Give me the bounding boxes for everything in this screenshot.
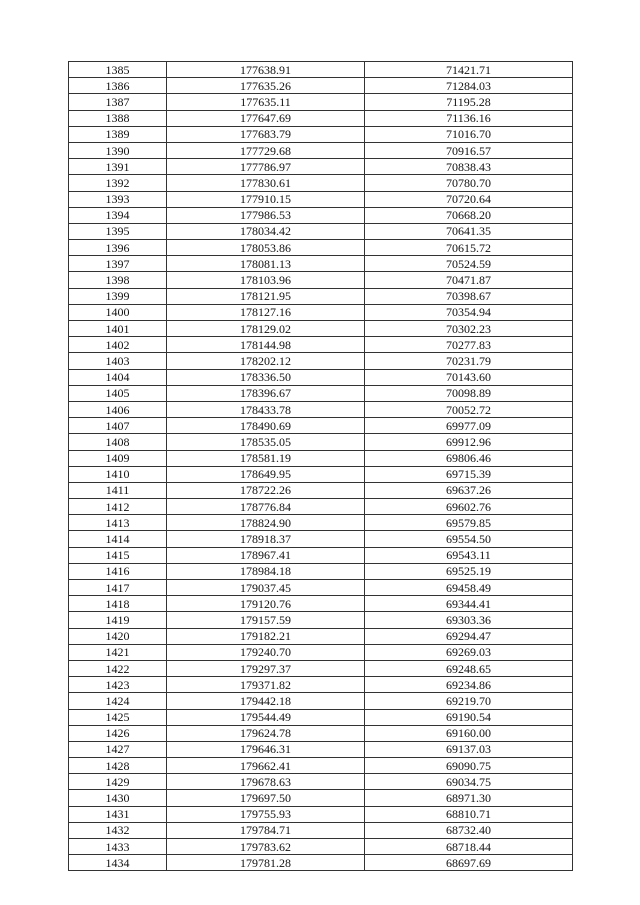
y-coordinate-cell: 69543.11 [365, 547, 573, 563]
x-coordinate-cell: 179624.78 [167, 725, 365, 741]
x-coordinate-cell: 178967.41 [167, 547, 365, 563]
table-row [69, 369, 573, 385]
table-row [69, 304, 573, 320]
y-coordinate-cell: 69579.85 [365, 515, 573, 531]
x-coordinate-cell: 178581.19 [167, 450, 365, 466]
point-number-cell: 1392 [69, 175, 167, 191]
point-number-cell: 1421 [69, 644, 167, 660]
table-row [69, 207, 573, 223]
y-coordinate-cell: 70354.94 [365, 304, 573, 320]
table-row [69, 677, 573, 693]
y-coordinate-cell: 70720.64 [365, 191, 573, 207]
x-coordinate-cell: 179662.41 [167, 758, 365, 774]
y-coordinate-cell: 68697.69 [365, 855, 573, 871]
point-number-cell: 1393 [69, 191, 167, 207]
table-row [69, 256, 573, 272]
x-coordinate-cell: 179037.45 [167, 580, 365, 596]
table-row [69, 725, 573, 741]
x-coordinate-cell: 177635.26 [167, 78, 365, 94]
table-row [69, 580, 573, 596]
point-number-cell: 1405 [69, 385, 167, 401]
table-row [69, 240, 573, 256]
x-coordinate-cell: 178081.13 [167, 256, 365, 272]
table-row [69, 126, 573, 142]
table-row [69, 401, 573, 417]
x-coordinate-cell: 178535.05 [167, 434, 365, 450]
table-row [69, 272, 573, 288]
y-coordinate-cell: 68732.40 [365, 822, 573, 838]
point-number-cell: 1428 [69, 758, 167, 774]
point-number-cell: 1432 [69, 822, 167, 838]
y-coordinate-cell: 69806.46 [365, 450, 573, 466]
x-coordinate-cell: 178127.16 [167, 304, 365, 320]
table-row [69, 434, 573, 450]
table-row [69, 693, 573, 709]
table-row [69, 628, 573, 644]
table-row [69, 385, 573, 401]
point-number-cell: 1386 [69, 78, 167, 94]
y-coordinate-cell: 70098.89 [365, 385, 573, 401]
y-coordinate-cell: 70524.59 [365, 256, 573, 272]
table-row [69, 531, 573, 547]
x-coordinate-cell: 178433.78 [167, 401, 365, 417]
coordinate-table-body [69, 62, 573, 871]
table-row [69, 110, 573, 126]
table-row [69, 499, 573, 515]
point-number-cell: 1427 [69, 741, 167, 757]
table-row [69, 94, 573, 110]
point-number-cell: 1396 [69, 240, 167, 256]
x-coordinate-cell: 177986.53 [167, 207, 365, 223]
x-coordinate-cell: 179240.70 [167, 644, 365, 660]
x-coordinate-cell: 179157.59 [167, 612, 365, 628]
x-coordinate-cell: 179646.31 [167, 741, 365, 757]
x-coordinate-cell: 179697.50 [167, 790, 365, 806]
point-number-cell: 1412 [69, 499, 167, 515]
point-number-cell: 1391 [69, 159, 167, 175]
x-coordinate-cell: 178918.37 [167, 531, 365, 547]
point-number-cell: 1404 [69, 369, 167, 385]
y-coordinate-cell: 69303.36 [365, 612, 573, 628]
y-coordinate-cell: 70641.35 [365, 223, 573, 239]
table-row [69, 515, 573, 531]
point-number-cell: 1418 [69, 596, 167, 612]
y-coordinate-cell: 69090.75 [365, 758, 573, 774]
x-coordinate-cell: 178396.67 [167, 385, 365, 401]
table-row [69, 223, 573, 239]
y-coordinate-cell: 69637.26 [365, 482, 573, 498]
point-number-cell: 1399 [69, 288, 167, 304]
x-coordinate-cell: 178144.98 [167, 337, 365, 353]
x-coordinate-cell: 177683.79 [167, 126, 365, 142]
x-coordinate-cell: 179371.82 [167, 677, 365, 693]
y-coordinate-cell: 69034.75 [365, 774, 573, 790]
point-number-cell: 1434 [69, 855, 167, 871]
point-number-cell: 1422 [69, 660, 167, 676]
coordinate-table [68, 61, 573, 871]
y-coordinate-cell: 70277.83 [365, 337, 573, 353]
point-number-cell: 1402 [69, 337, 167, 353]
y-coordinate-cell: 69554.50 [365, 531, 573, 547]
point-number-cell: 1388 [69, 110, 167, 126]
x-coordinate-cell: 178490.69 [167, 418, 365, 434]
y-coordinate-cell: 69269.03 [365, 644, 573, 660]
table-row [69, 774, 573, 790]
table-row [69, 758, 573, 774]
y-coordinate-cell: 69602.76 [365, 499, 573, 515]
y-coordinate-cell: 68718.44 [365, 839, 573, 855]
x-coordinate-cell: 177729.68 [167, 142, 365, 158]
x-coordinate-cell: 178336.50 [167, 369, 365, 385]
x-coordinate-cell: 178053.86 [167, 240, 365, 256]
table-row [69, 741, 573, 757]
table-row [69, 191, 573, 207]
point-number-cell: 1429 [69, 774, 167, 790]
table-row [69, 644, 573, 660]
table-row [69, 175, 573, 191]
x-coordinate-cell: 178776.84 [167, 499, 365, 515]
y-coordinate-cell: 69234.86 [365, 677, 573, 693]
table-row [69, 839, 573, 855]
y-coordinate-cell: 70916.57 [365, 142, 573, 158]
point-number-cell: 1413 [69, 515, 167, 531]
table-row [69, 547, 573, 563]
point-number-cell: 1408 [69, 434, 167, 450]
y-coordinate-cell: 71195.28 [365, 94, 573, 110]
point-number-cell: 1397 [69, 256, 167, 272]
point-number-cell: 1406 [69, 401, 167, 417]
x-coordinate-cell: 178984.18 [167, 563, 365, 579]
point-number-cell: 1415 [69, 547, 167, 563]
table-row [69, 288, 573, 304]
x-coordinate-cell: 179783.62 [167, 839, 365, 855]
point-number-cell: 1417 [69, 580, 167, 596]
y-coordinate-cell: 70668.20 [365, 207, 573, 223]
point-number-cell: 1394 [69, 207, 167, 223]
y-coordinate-cell: 69137.03 [365, 741, 573, 757]
point-number-cell: 1423 [69, 677, 167, 693]
point-number-cell: 1426 [69, 725, 167, 741]
y-coordinate-cell: 69458.49 [365, 580, 573, 596]
x-coordinate-cell: 177635.11 [167, 94, 365, 110]
x-coordinate-cell: 179544.49 [167, 709, 365, 725]
point-number-cell: 1407 [69, 418, 167, 434]
point-number-cell: 1419 [69, 612, 167, 628]
y-coordinate-cell: 70302.23 [365, 321, 573, 337]
point-number-cell: 1390 [69, 142, 167, 158]
y-coordinate-cell: 69219.70 [365, 693, 573, 709]
table-row [69, 159, 573, 175]
x-coordinate-cell: 177647.69 [167, 110, 365, 126]
point-number-cell: 1389 [69, 126, 167, 142]
y-coordinate-cell: 70143.60 [365, 369, 573, 385]
x-coordinate-cell: 179784.71 [167, 822, 365, 838]
point-number-cell: 1416 [69, 563, 167, 579]
y-coordinate-cell: 69160.00 [365, 725, 573, 741]
x-coordinate-cell: 177830.61 [167, 175, 365, 191]
x-coordinate-cell: 178121.95 [167, 288, 365, 304]
table-row [69, 660, 573, 676]
table-row [69, 855, 573, 871]
point-number-cell: 1410 [69, 466, 167, 482]
point-number-cell: 1411 [69, 482, 167, 498]
point-number-cell: 1400 [69, 304, 167, 320]
x-coordinate-cell: 177910.15 [167, 191, 365, 207]
x-coordinate-cell: 178649.95 [167, 466, 365, 482]
y-coordinate-cell: 69248.65 [365, 660, 573, 676]
y-coordinate-cell: 70780.70 [365, 175, 573, 191]
point-number-cell: 1424 [69, 693, 167, 709]
x-coordinate-cell: 177786.97 [167, 159, 365, 175]
y-coordinate-cell: 71136.16 [365, 110, 573, 126]
table-row [69, 353, 573, 369]
point-number-cell: 1403 [69, 353, 167, 369]
x-coordinate-cell: 178202.12 [167, 353, 365, 369]
y-coordinate-cell: 70471.87 [365, 272, 573, 288]
table-row [69, 790, 573, 806]
table-row [69, 418, 573, 434]
y-coordinate-cell: 69525.19 [365, 563, 573, 579]
y-coordinate-cell: 70838.43 [365, 159, 573, 175]
point-number-cell: 1433 [69, 839, 167, 855]
point-number-cell: 1398 [69, 272, 167, 288]
point-number-cell: 1387 [69, 94, 167, 110]
table-row [69, 142, 573, 158]
table-row [69, 612, 573, 628]
y-coordinate-cell: 69294.47 [365, 628, 573, 644]
y-coordinate-cell: 68810.71 [365, 806, 573, 822]
y-coordinate-cell: 71421.71 [365, 62, 573, 78]
table-row [69, 78, 573, 94]
point-number-cell: 1409 [69, 450, 167, 466]
x-coordinate-cell: 178824.90 [167, 515, 365, 531]
point-number-cell: 1401 [69, 321, 167, 337]
point-number-cell: 1430 [69, 790, 167, 806]
y-coordinate-cell: 70231.79 [365, 353, 573, 369]
table-row [69, 466, 573, 482]
x-coordinate-cell: 179755.93 [167, 806, 365, 822]
x-coordinate-cell: 178103.96 [167, 272, 365, 288]
point-number-cell: 1395 [69, 223, 167, 239]
point-number-cell: 1385 [69, 62, 167, 78]
table-row [69, 337, 573, 353]
table-row [69, 563, 573, 579]
y-coordinate-cell: 71016.70 [365, 126, 573, 142]
x-coordinate-cell: 178722.26 [167, 482, 365, 498]
point-number-cell: 1420 [69, 628, 167, 644]
table-row [69, 596, 573, 612]
x-coordinate-cell: 179678.63 [167, 774, 365, 790]
y-coordinate-cell: 69715.39 [365, 466, 573, 482]
x-coordinate-cell: 177638.91 [167, 62, 365, 78]
x-coordinate-cell: 179297.37 [167, 660, 365, 676]
y-coordinate-cell: 70052.72 [365, 401, 573, 417]
point-number-cell: 1431 [69, 806, 167, 822]
x-coordinate-cell: 178129.02 [167, 321, 365, 337]
y-coordinate-cell: 70398.67 [365, 288, 573, 304]
point-number-cell: 1414 [69, 531, 167, 547]
x-coordinate-cell: 179442.18 [167, 693, 365, 709]
table-row [69, 822, 573, 838]
y-coordinate-cell: 70615.72 [365, 240, 573, 256]
table-row [69, 62, 573, 78]
x-coordinate-cell: 179781.28 [167, 855, 365, 871]
y-coordinate-cell: 69912.96 [365, 434, 573, 450]
table-row [69, 806, 573, 822]
table-row [69, 450, 573, 466]
point-number-cell: 1425 [69, 709, 167, 725]
table-row [69, 321, 573, 337]
table-row [69, 709, 573, 725]
table-row [69, 482, 573, 498]
y-coordinate-cell: 69190.54 [365, 709, 573, 725]
x-coordinate-cell: 179120.76 [167, 596, 365, 612]
x-coordinate-cell: 179182.21 [167, 628, 365, 644]
y-coordinate-cell: 71284.03 [365, 78, 573, 94]
y-coordinate-cell: 68971.30 [365, 790, 573, 806]
x-coordinate-cell: 178034.42 [167, 223, 365, 239]
y-coordinate-cell: 69977.09 [365, 418, 573, 434]
y-coordinate-cell: 69344.41 [365, 596, 573, 612]
